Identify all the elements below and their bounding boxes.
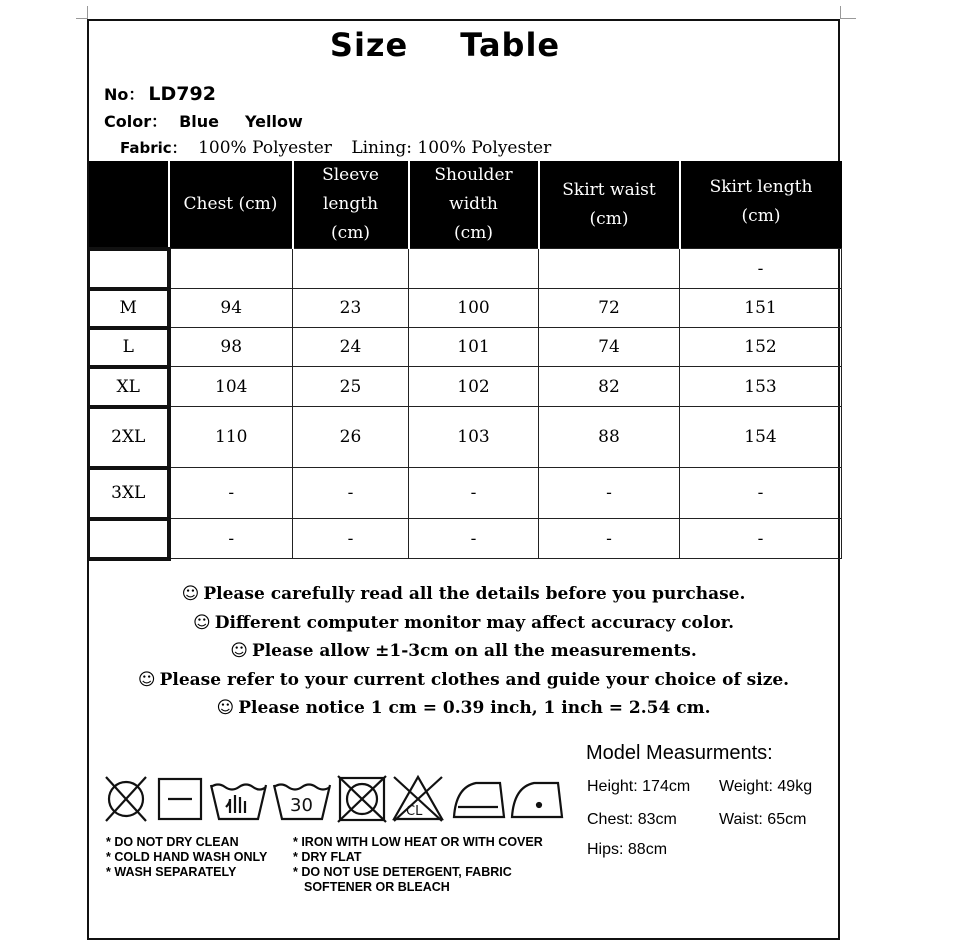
note-line: ☺ Please carefully read all the details before you purchase. [181,584,746,604]
waist-cell: 72 [539,289,680,328]
model-chest: Chest: 83cm [587,811,677,828]
size-cell [89,519,169,559]
page-title [0,26,960,64]
shoulder-cell: 101 [409,328,539,367]
shoulder-cell: 102 [409,367,539,407]
shoulder-cell: 103 [409,407,539,468]
sleeve-cell [293,249,409,289]
note-line: ☺ Please refer to your current clothes and guide your choice of size. [137,669,790,690]
care-list-right [293,835,543,895]
title-word-table: Table [460,26,561,64]
wash-temp-label: 30 [290,795,313,816]
waist-cell: - [539,519,680,559]
product-number-value: LD792 [148,83,216,105]
smiley-icon: ☺ [181,584,200,604]
size-table [87,161,842,561]
table-row [89,407,842,468]
header-size [89,161,169,249]
chest-cell: 98 [169,328,293,367]
length-cell: - [680,468,842,519]
care-instruction: * COLD HAND WASH ONLY [106,850,268,864]
size-cell: M [89,289,169,328]
table-row [89,519,842,559]
smiley-icon: ☺ [216,698,235,718]
sleeve-cell: 23 [293,289,409,328]
table-row [89,468,842,519]
size-cell: L [89,328,169,367]
length-cell: 151 [680,289,842,328]
product-number-label: No： [104,85,145,104]
color-label: Color： [104,112,168,131]
product-number [104,82,216,105]
table-row [89,289,842,328]
care-list-left [106,835,267,880]
smiley-icon: ☺ [137,669,156,690]
hand-wash-icon [211,785,266,820]
waist-cell: 74 [539,328,680,367]
note-line: ☺ Different computer monitor may affect accuracy color. [193,612,734,633]
crop-mark [840,18,856,19]
iron-icon [454,783,504,817]
size-cell [89,249,169,289]
sleeve-cell: 25 [293,367,409,407]
chest-cell: 94 [169,289,293,328]
care-instruction: * DO NOT USE DETERGENT, FABRIC [293,865,512,879]
care-instruction: * DO NOT DRY CLEAN [106,835,239,849]
size-cell: 2XL [89,407,169,468]
model-waist: Waist: 65cm [719,811,807,828]
chest-cell: - [169,519,293,559]
model-weight: Weight: 49kg [719,778,813,795]
sleeve-cell: - [293,468,409,519]
model-hips: Hips: 88cm [587,841,668,858]
chest-cell: 110 [169,407,293,468]
shoulder-cell: - [409,519,539,559]
note-line: ☺ Please notice 1 cm = 0.39 inch, 1 inch = 2.54 cm. [216,698,711,718]
size-cell: 3XL [89,468,169,519]
do-not-tumble-dry-icon [338,776,386,822]
iron-low-heat-icon [512,783,562,817]
waist-cell: 82 [539,367,680,407]
header-chest: Chest (cm) [169,161,293,249]
shoulder-cell: 100 [409,289,539,328]
smiley-icon: ☺ [230,641,248,661]
header-shoulder-width: Shoulder width (cm) [409,161,539,249]
care-instruction: SOFTENER OR BLEACH [304,880,450,894]
waist-cell: - [539,468,680,519]
header-skirt-waist: Skirt waist (cm) [539,161,680,249]
chest-cell [169,249,293,289]
waist-cell [539,249,680,289]
length-cell: - [680,519,842,559]
note-line: ☺ Please allow ±1-3cm on all the measurements. [230,641,697,661]
fabric-value: 100% Polyester [198,138,332,158]
purchase-notes [87,580,840,723]
header-skirt-length: Skirt length (cm) [680,161,842,249]
shoulder-cell [409,249,539,289]
do-not-dry-clean-icon [106,777,146,821]
color-yellow: Yellow [245,112,303,131]
dry-flat-icon [159,779,201,819]
length-cell: 153 [680,367,842,407]
length-cell: - [680,249,842,289]
fabric-label: Fabric： [120,139,187,157]
table-header-row [89,161,842,249]
table-row [89,328,842,367]
table-row [89,367,842,407]
sleeve-cell: 24 [293,328,409,367]
header-sleeve-length: Sleeve length (cm) [293,161,409,249]
product-fabric [120,137,551,158]
length-cell: 152 [680,328,842,367]
smiley-icon: ☺ [193,612,211,633]
bleach-label: CL [406,804,423,819]
care-instruction: * WASH SEPARATELY [106,865,237,879]
care-icons [104,773,564,825]
wash-30-icon [274,785,330,820]
chest-cell: 104 [169,367,293,407]
color-blue: Blue [179,112,220,131]
model-measurements-title: Model Measurments: [586,742,773,764]
care-instruction: * DRY FLAT [293,850,362,864]
product-colors [104,109,303,132]
waist-cell: 88 [539,407,680,468]
lining-value: Lining: 100% Polyester [351,138,552,158]
shoulder-cell: - [409,468,539,519]
sleeve-cell: 26 [293,407,409,468]
sleeve-cell: - [293,519,409,559]
table-row [89,249,842,289]
size-cell: XL [89,367,169,407]
chest-cell: - [169,468,293,519]
care-instruction: * IRON WITH LOW HEAT OR WITH COVER [293,835,543,849]
title-word-size: Size [329,26,409,64]
length-cell: 154 [680,407,842,468]
do-not-bleach-icon [394,777,442,821]
model-height: Height: 174cm [587,778,691,795]
